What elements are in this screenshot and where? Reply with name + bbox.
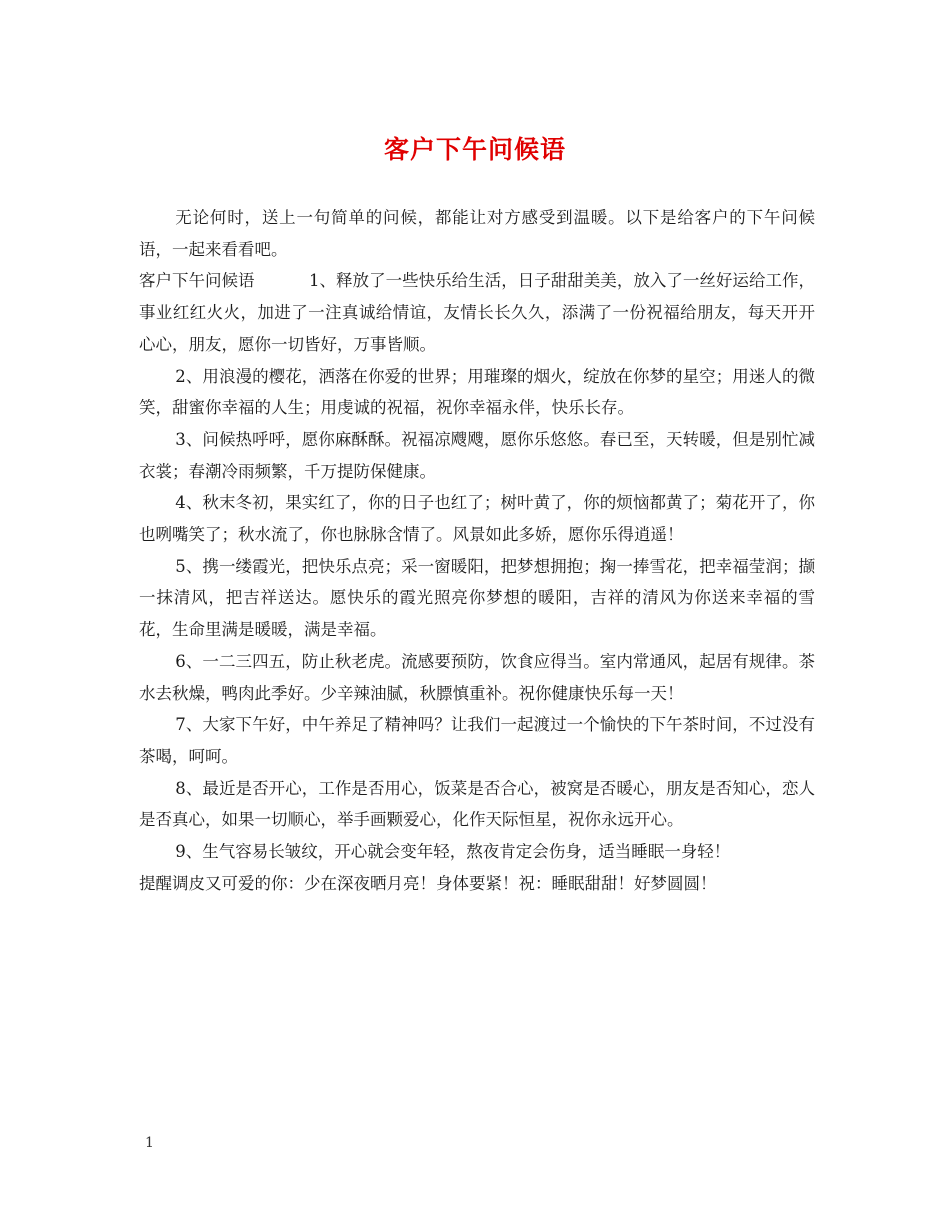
item-paragraph-6: 6、一二三四五，防止秋老虎。流感要预防，饮食应得当。室内常通风，起居有规律。茶水去秋燥，鸭肉此季好。少辛辣油腻，秋膘慎重补。祝你健康快乐每一天！ [139,651,815,703]
document-body [139,202,815,899]
item-paragraph-5: 5、携一缕霞光，把快乐点亮；采一窗暖阳，把梦想拥抱；掬一捧雪花，把幸福莹润；撷一抹清风，把吉祥送达。愿快乐的霞光照亮你梦想的暖阳，吉祥的清风为你送来幸福的雪花，生命里满是暖暖，满是幸福。 [139,556,815,640]
item-paragraph-4: 4、秋末冬初，果实红了，你的日子也红了；树叶黄了，你的烦恼都黄了；菊花开了，你也咧嘴笑了；秋水流了，你也脉脉含情了。风景如此多娇，愿你乐得逍遥！ [139,493,815,545]
closing-paragraph: 提醒调皮又可爱的你：少在深夜晒月亮！身体要紧！祝：睡眠甜甜！好梦圆圆！ [139,873,717,893]
section-label: 客户下午问候语 [139,271,255,291]
item-paragraph-3: 3、问候热呼呼，愿你麻酥酥。祝福凉飕飕，愿你乐悠悠。春已至，天转暖，但是别忙减衣裳；春潮冷雨频繁，千万提防保健康。 [139,429,815,481]
item-paragraph-8: 8、最近是否开心，工作是否用心，饭菜是否合心，被窝是否暖心，朋友是否知心，恋人是否真心，如果一切顺心，举手画颗爱心，化作天际恒星，祝你永远开心。 [139,778,815,830]
document-title: 客户下午问候语 [383,135,566,164]
item-paragraph-7: 7、大家下午好，中午养足了精神吗？让我们一起渡过一个愉快的下午茶时间，不过没有茶喝，呵呵。 [139,715,815,766]
item-text-1: 1、释放了一些快乐给生活，日子甜甜美美，放入了一丝好运给工作，事业红红火火，加进了一注真诚给情谊，友情长长久久，添满了一份祝福给朋友，每天开开心心，朋友，愿你一切皆好，万事皆顺。 [139,271,815,354]
item-paragraph-2: 2、用浪漫的樱花，洒落在你爱的世界；用璀璨的烟火，绽放在你梦的星空；用迷人的微笑，甜蜜你幸福的人生；用虔诚的祝福，祝你幸福永伴，快乐长存。 [139,366,815,418]
item-paragraph-1 [139,265,815,360]
page-number: 1 [145,1135,154,1151]
intro-paragraph: 无论何时，送上一句简单的问候，都能让对方感受到温暖。以下是给客户的下午问候语，一起来看看吧。 [139,208,815,259]
item-paragraph-9: 9、生气容易长皱纹，开心就会变年轻，熬夜肯定会伤身，适当睡眠一身轻！ [175,842,731,862]
